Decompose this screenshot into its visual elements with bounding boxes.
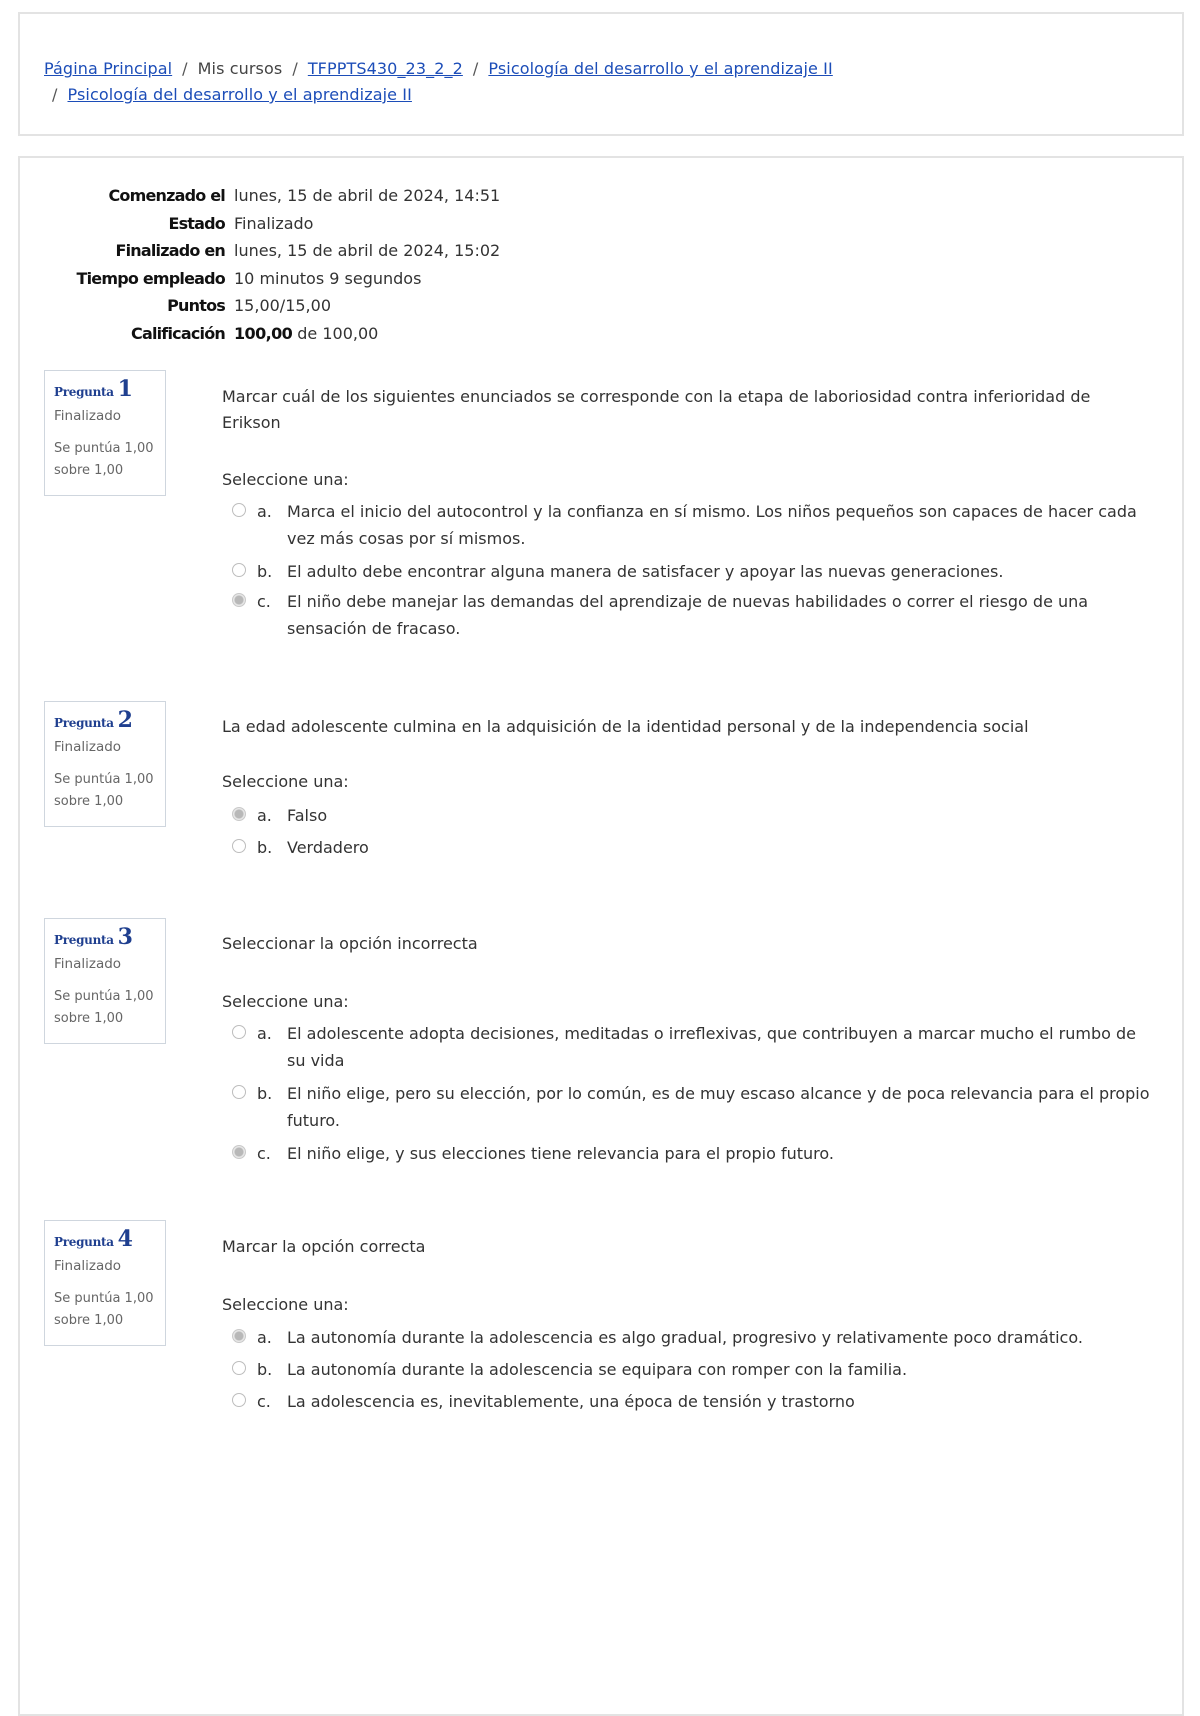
option-text: El niño elige, y sus elecciones tiene relevancia para el propio futuro. [287,1144,834,1163]
state-label: Estado [168,213,225,233]
question-state: Finalizado [54,1258,122,1274]
quiz-review-card [18,156,1184,1716]
radio-unchecked-icon[interactable] [232,1393,246,1407]
grade-value-rest: de 100,00 [292,323,379,343]
question-grade: Se puntúa 1,00 sobre 1,00 [54,772,154,809]
answer-option[interactable] [232,1020,1152,1074]
breadcrumb-activity-link[interactable]: Psicología del desarrollo y el aprendizaje II [67,85,412,104]
question-info-1 [44,370,166,496]
grade-value [234,324,378,343]
option-text: La autonomía durante la adolescencia es algo gradual, progresivo y relativamente poco dramático. [287,1328,1083,1347]
option-letter: c. [257,1144,271,1163]
question-number [54,925,156,952]
option-letter: c. [257,592,271,611]
radio-checked-icon[interactable] [232,593,246,607]
answer-option[interactable] [232,1356,1152,1383]
question-text-2: La edad adolescente culmina en la adquisición de la identidad personal y de la independencia social [222,717,1029,736]
question-grade: Se puntúa 1,00 sobre 1,00 [54,989,154,1026]
time-value: 10 minutos 9 segundos [234,268,422,288]
radio-checked-icon[interactable] [232,1329,246,1343]
option-text: El adulto debe encontrar alguna manera de satisfacer y apoyar las nuevas generaciones. [287,562,1004,581]
summary-row-state [20,214,620,242]
answer-option[interactable] [232,588,1152,642]
option-letter: b. [257,1360,273,1379]
summary-row-time [20,269,620,297]
radio-unchecked-icon[interactable] [232,1085,246,1099]
question-prefix: Pregunta [54,933,114,947]
question-text-4: Marcar la opción correcta [222,1237,426,1256]
question-text-3: Seleccionar la opción incorrecta [222,934,478,953]
option-text: La autonomía durante la adolescencia se equipara con romper con la familia. [287,1360,908,1379]
option-letter: b. [257,838,273,857]
option-text: El niño debe manejar las demandas del aprendizaje de nuevas habilidades o correr el riesgo de una sensación de fracaso. [287,592,1089,638]
question-number [54,708,156,735]
answer-option[interactable] [232,1324,1152,1351]
option-text: Marca el inicio del autocontrol y la confianza en sí mismo. Los niños pequeños son capaces de hacer cada vez más cosas por sí mismos. [287,502,1137,548]
breadcrumb [44,56,1144,108]
answer-option[interactable] [232,1080,1152,1134]
option-letter: c. [257,1392,271,1411]
question-prefix: Pregunta [54,716,114,730]
answer-option[interactable] [232,558,1152,585]
question-number-value: 3 [117,924,133,950]
state-value: Finalizado [234,213,314,233]
option-letter: a. [257,806,272,825]
breadcrumb-separator: / [292,59,298,78]
option-letter: a. [257,1024,272,1043]
question-number-value: 1 [117,376,133,402]
points-value: 15,00/15,00 [234,296,331,315]
option-text: El adolescente adopta decisiones, meditadas o irreflexivas, que contribuyen a marcar mucho el rumbo de su vida [287,1024,1136,1070]
radio-unchecked-icon[interactable] [232,563,246,577]
breadcrumb-separator: / [52,85,58,104]
summary-row-started [20,186,620,214]
select-one-prompt: Seleccione una: [222,992,349,1011]
option-letter: a. [257,1328,272,1347]
radio-checked-icon[interactable] [232,1145,246,1159]
answer-option[interactable] [232,1140,1152,1167]
started-label: Comenzado el [108,186,225,205]
question-prefix: Pregunta [54,1235,114,1249]
summary-row-grade [20,324,620,352]
option-text: Falso [287,806,328,825]
question-number-value: 4 [117,1226,133,1252]
question-info-3 [44,918,166,1044]
breadcrumb-separator: / [182,59,188,78]
question-number [54,377,156,404]
radio-unchecked-icon[interactable] [232,1025,246,1039]
answer-option[interactable] [232,802,1152,829]
question-text-1: Marcar cuál de los siguientes enunciados se corresponde con la etapa de laboriosidad contra inferioridad de Erikson [222,387,1091,432]
option-letter: a. [257,502,272,521]
grade-label: Calificación [131,323,225,343]
question-info-2 [44,701,166,827]
select-one-prompt: Seleccione una: [222,1295,349,1314]
select-one-prompt: Seleccione una: [222,470,349,489]
summary-row-points [20,296,620,324]
option-letter: b. [257,562,273,581]
select-one-prompt: Seleccione una: [222,772,349,791]
question-grade: Se puntúa 1,00 sobre 1,00 [54,441,154,478]
question-state: Finalizado [54,408,122,424]
breadcrumb-card [18,12,1184,136]
summary-row-finished [20,241,620,269]
radio-unchecked-icon[interactable] [232,839,246,853]
question-state: Finalizado [54,739,122,755]
answer-option[interactable] [232,1388,1152,1415]
question-prefix: Pregunta [54,385,114,399]
finished-label: Finalizado en [115,241,225,260]
question-info-4 [44,1220,166,1346]
question-number-value: 2 [117,707,133,733]
question-number [54,1227,156,1254]
started-value: lunes, 15 de abril de 2024, 14:51 [234,186,501,205]
radio-unchecked-icon[interactable] [232,503,246,517]
option-letter: b. [257,1084,273,1103]
breadcrumb-course-code-link[interactable]: TFPPTS430_23_2_2 [307,59,463,78]
time-label: Tiempo empleado [76,268,225,288]
radio-checked-icon[interactable] [232,807,246,821]
breadcrumb-course-link[interactable]: Psicología del desarrollo y el aprendizaje II [488,59,833,78]
breadcrumb-separator: / [472,59,479,78]
answer-option[interactable] [232,834,1152,861]
question-state: Finalizado [54,956,122,972]
points-label: Puntos [167,296,225,315]
option-text: El niño elige, pero su elección, por lo común, es de muy escaso alcance y de poca relevancia para el propio futuro. [287,1084,1150,1130]
option-text: La adolescencia es, inevitablemente, una época de tensión y trastorno [287,1392,855,1411]
option-text: Verdadero [287,838,369,857]
breadcrumb-my-courses: Mis cursos [197,59,283,78]
question-grade: Se puntúa 1,00 sobre 1,00 [54,1291,154,1328]
breadcrumb-home-link[interactable]: Página Principal [44,59,173,78]
finished-value: lunes, 15 de abril de 2024, 15:02 [234,241,501,260]
answer-option[interactable] [232,498,1152,552]
radio-unchecked-icon[interactable] [232,1361,246,1375]
grade-value-bold: 100,00 [234,323,293,343]
